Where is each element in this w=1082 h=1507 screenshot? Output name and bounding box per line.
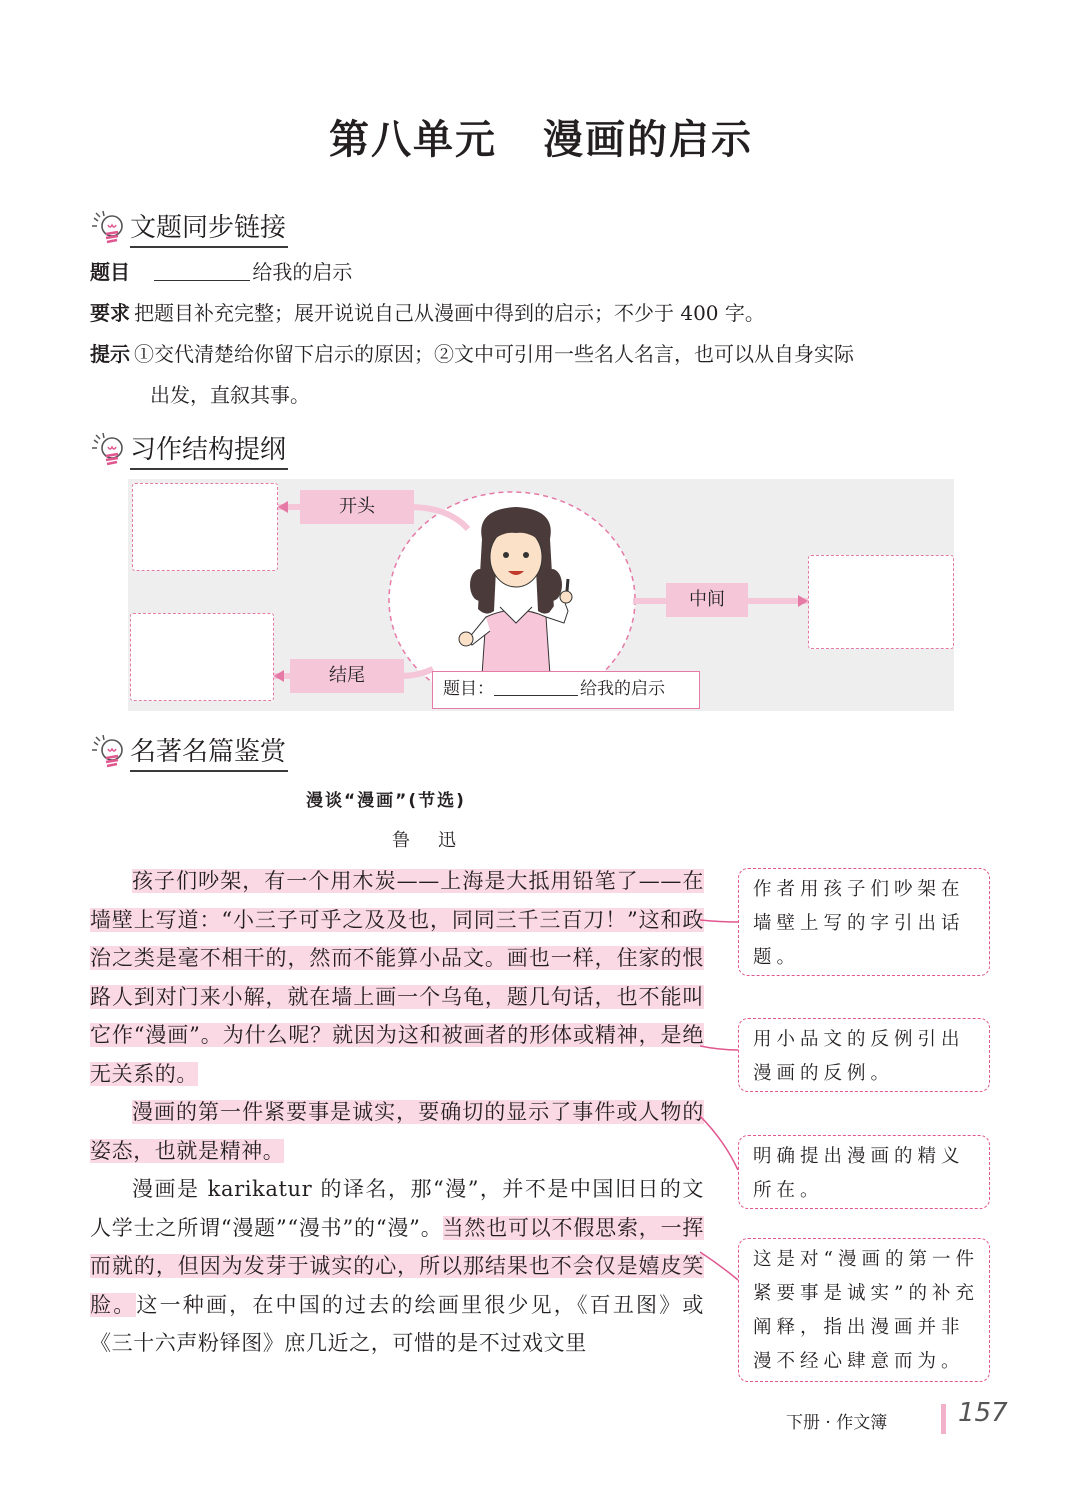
label-start: 开头 xyxy=(300,490,414,524)
topic-blank xyxy=(154,260,250,281)
essay-paragraph xyxy=(90,1170,704,1363)
outline-box-middle[interactable] xyxy=(808,555,954,649)
label-end: 结尾 xyxy=(290,659,404,693)
outline-box-start[interactable] xyxy=(132,483,278,571)
outline-topic-suffix: 给我的启示 xyxy=(580,679,665,699)
footer-book-name: 下册 · 作文簿 xyxy=(786,1413,888,1433)
unit-theme: 漫画的启示 xyxy=(543,116,753,163)
prompt-topic-row xyxy=(90,257,352,287)
hint-text-line2: 出发，直叙其事。 xyxy=(150,383,310,407)
essay-text: 漫画是 karikatur 的译名，那“漫”，并不是中国旧日的文人学士之所谓“漫题”“漫书”的“漫”。 xyxy=(90,1177,704,1240)
annotation-note-3: 明确提出漫画的精义所在。 xyxy=(738,1135,990,1209)
lightbulb-icon xyxy=(90,432,126,470)
outline-topic-blank xyxy=(494,677,578,696)
section-title: 名著名篇鉴赏 xyxy=(130,735,288,772)
footer-divider xyxy=(941,1404,946,1434)
annotation-note-1: 作者用孩子们吵架在墙壁上写的字引出话题。 xyxy=(738,868,990,976)
highlighted-text: 当然也可以不假思索，一挥而就的，但因为发芽于诚实的心，所以那结果也不会仅是嬉皮笑脸。 xyxy=(90,1215,704,1317)
prompt-hint-row xyxy=(90,339,854,369)
girl-illustration xyxy=(446,499,586,675)
essay-title: 漫谈“漫画”(节选) xyxy=(306,791,466,811)
section-heading-topic-link xyxy=(90,206,288,248)
prompt-requirement-row xyxy=(90,298,765,328)
essay-paragraph xyxy=(90,1093,704,1170)
highlighted-text: 画也一样，住家的恨路人到对门来小解，就在墙上画一个乌龟，题几句话，也不能叫它作“漫画”。为什么呢？就因为这和被画者的形体或精神，是绝无关系的。 xyxy=(90,946,704,1086)
highlighted-text: 孩子们吵架，有一个用木炭——上海是大抵用铅笔了——在墙壁上写道：“小三子可乎之及及也，同同三千三百刀！”这和政治之类是毫不相干的，然而不能算小品文。 xyxy=(90,869,704,970)
hint-label: 提示 xyxy=(90,342,130,366)
lightbulb-icon xyxy=(90,734,126,772)
outline-topic-prefix: 题目： xyxy=(443,679,494,699)
section-heading-classics xyxy=(90,730,288,772)
page-number: 157 xyxy=(958,1398,1008,1428)
highlighted-text: 漫画的第一件紧要事是诚实，要确切的显示了事件或人物的姿态，也就是精神。 xyxy=(90,1100,704,1163)
outline-box-end[interactable] xyxy=(130,613,274,701)
page-title xyxy=(0,108,1082,165)
topic-label: 题目 xyxy=(90,260,130,284)
lightbulb-icon xyxy=(90,210,126,248)
unit-number: 第八单元 xyxy=(329,116,497,163)
outline-topic-box[interactable] xyxy=(432,671,700,709)
section-title: 习作结构提纲 xyxy=(130,433,288,470)
label-middle: 中间 xyxy=(666,583,748,617)
annotation-note-4: 这是对“漫画的第一件紧要事是诚实”的补充阐释，指出漫画并非漫不经心肆意而为。 xyxy=(738,1238,990,1382)
essay-text: 这一种画，在中国的过去的绘画里很少见，《百丑图》或《三十六声粉铎图》庶几近之，可惜的是不过戏文里 xyxy=(90,1292,705,1355)
essay-paragraph xyxy=(90,862,704,1093)
section-title: 文题同步链接 xyxy=(130,211,288,248)
hint-text-line1: ①交代清楚给你留下启示的原因；②文中可引用一些名人名言，也可以从自身实际 xyxy=(134,342,854,366)
requirement-text: 把题目补充完整；展开说说自己从漫画中得到的启示；不少于 400 字。 xyxy=(134,301,765,325)
essay-author: 鲁迅 xyxy=(392,830,484,851)
topic-text: 给我的启示 xyxy=(252,260,353,284)
requirement-label: 要求 xyxy=(90,301,130,325)
outline-diagram xyxy=(128,479,954,711)
essay-body xyxy=(90,862,704,1363)
section-heading-outline xyxy=(90,428,288,470)
annotation-note-2: 用小品文的反例引出漫画的反例。 xyxy=(738,1018,990,1092)
